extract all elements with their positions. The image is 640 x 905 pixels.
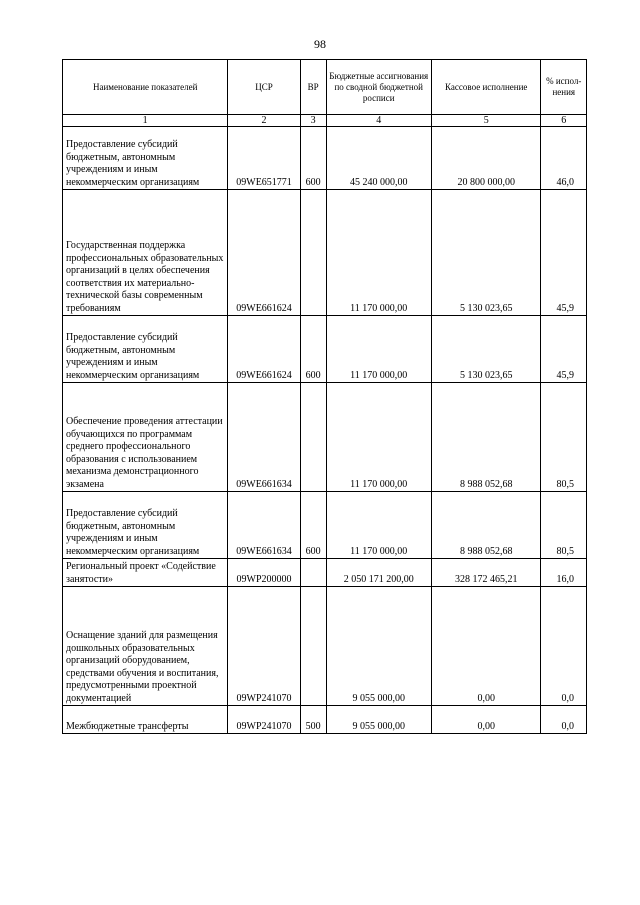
row-name: Региональный проект «Содействие занятости»	[63, 559, 228, 587]
row-csr: 09WE661634	[228, 383, 300, 492]
table-row	[63, 587, 587, 706]
row-csr: 09WE661624	[228, 190, 300, 316]
column-number: 6	[541, 115, 587, 127]
row-name: Предоставление субсидий бюджетным, автономным учреждениям и иным некоммерческим организациям	[63, 127, 228, 190]
row-vr: 600	[300, 127, 326, 190]
row-csr: 09WE661624	[228, 316, 300, 383]
row-csr: 09WP200000	[228, 559, 300, 587]
row-percent: 0,0	[541, 587, 587, 706]
header-csr: ЦСР	[228, 60, 300, 115]
row-allocations: 11 170 000,00	[326, 383, 431, 492]
page-number: 98	[314, 37, 326, 51]
row-name: Государственная поддержка профессиональных образовательных организаций в целях обеспечения соответствия их материально-технической базы современным требованиям	[63, 190, 228, 316]
row-percent: 80,5	[541, 492, 587, 559]
table-row	[63, 190, 587, 316]
row-csr: 09WP241070	[228, 706, 300, 734]
row-cash: 328 172 465,21	[431, 559, 541, 587]
table-row	[63, 492, 587, 559]
row-vr: 500	[300, 706, 326, 734]
row-vr	[300, 587, 326, 706]
table-header-row	[63, 60, 587, 115]
budget-execution-table	[62, 59, 587, 734]
table-row	[63, 706, 587, 734]
table-row	[63, 127, 587, 190]
row-percent: 0,0	[541, 706, 587, 734]
table-row	[63, 383, 587, 492]
row-percent: 80,5	[541, 383, 587, 492]
row-cash: 5 130 023,65	[431, 190, 541, 316]
row-csr: 09WP241070	[228, 587, 300, 706]
row-cash: 5 130 023,65	[431, 316, 541, 383]
column-number-row	[63, 115, 587, 127]
table-row	[63, 559, 587, 587]
row-csr: 09WE661634	[228, 492, 300, 559]
column-number: 4	[326, 115, 431, 127]
row-allocations: 45 240 000,00	[326, 127, 431, 190]
row-vr: 600	[300, 316, 326, 383]
row-cash: 8 988 052,68	[431, 492, 541, 559]
column-number: 1	[63, 115, 228, 127]
row-vr: 600	[300, 492, 326, 559]
row-allocations: 9 055 000,00	[326, 587, 431, 706]
column-number: 3	[300, 115, 326, 127]
column-number: 2	[228, 115, 300, 127]
row-csr: 09WE651771	[228, 127, 300, 190]
row-name: Межбюджетные трансферты	[63, 706, 228, 734]
row-percent: 46,0	[541, 127, 587, 190]
row-percent: 45,9	[541, 190, 587, 316]
row-cash: 20 800 000,00	[431, 127, 541, 190]
row-percent: 45,9	[541, 316, 587, 383]
row-name: Обеспечение проведения аттестации обучающихся по программам среднего профессионального образования с использованием механизма демонстрационного экзамена	[63, 383, 228, 492]
row-allocations: 11 170 000,00	[326, 492, 431, 559]
column-number: 5	[431, 115, 541, 127]
row-vr	[300, 383, 326, 492]
row-cash: 0,00	[431, 587, 541, 706]
table-row	[63, 316, 587, 383]
header-vr: ВР	[300, 60, 326, 115]
header-percent: % испол-нения	[541, 60, 587, 115]
row-name: Оснащение зданий для размещения дошкольных образовательных организаций оборудованием, средствами обучения и воспитания, предусмотренными проектной документацией	[63, 587, 228, 706]
row-name: Предоставление субсидий бюджетным, автономным учреждениям и иным некоммерческим организациям	[63, 492, 228, 559]
row-vr	[300, 190, 326, 316]
row-vr	[300, 559, 326, 587]
row-allocations: 11 170 000,00	[326, 190, 431, 316]
row-allocations: 9 055 000,00	[326, 706, 431, 734]
header-cash: Кассовое исполнение	[431, 60, 541, 115]
row-percent: 16,0	[541, 559, 587, 587]
row-allocations: 11 170 000,00	[326, 316, 431, 383]
header-allocations: Бюджетные ассигнования по сводной бюджетной росписи	[326, 60, 431, 115]
header-name: Наименование показателей	[63, 60, 228, 115]
row-cash: 8 988 052,68	[431, 383, 541, 492]
row-allocations: 2 050 171 200,00	[326, 559, 431, 587]
row-name: Предоставление субсидий бюджетным, автономным учреждениям и иным некоммерческим организациям	[63, 316, 228, 383]
row-cash: 0,00	[431, 706, 541, 734]
